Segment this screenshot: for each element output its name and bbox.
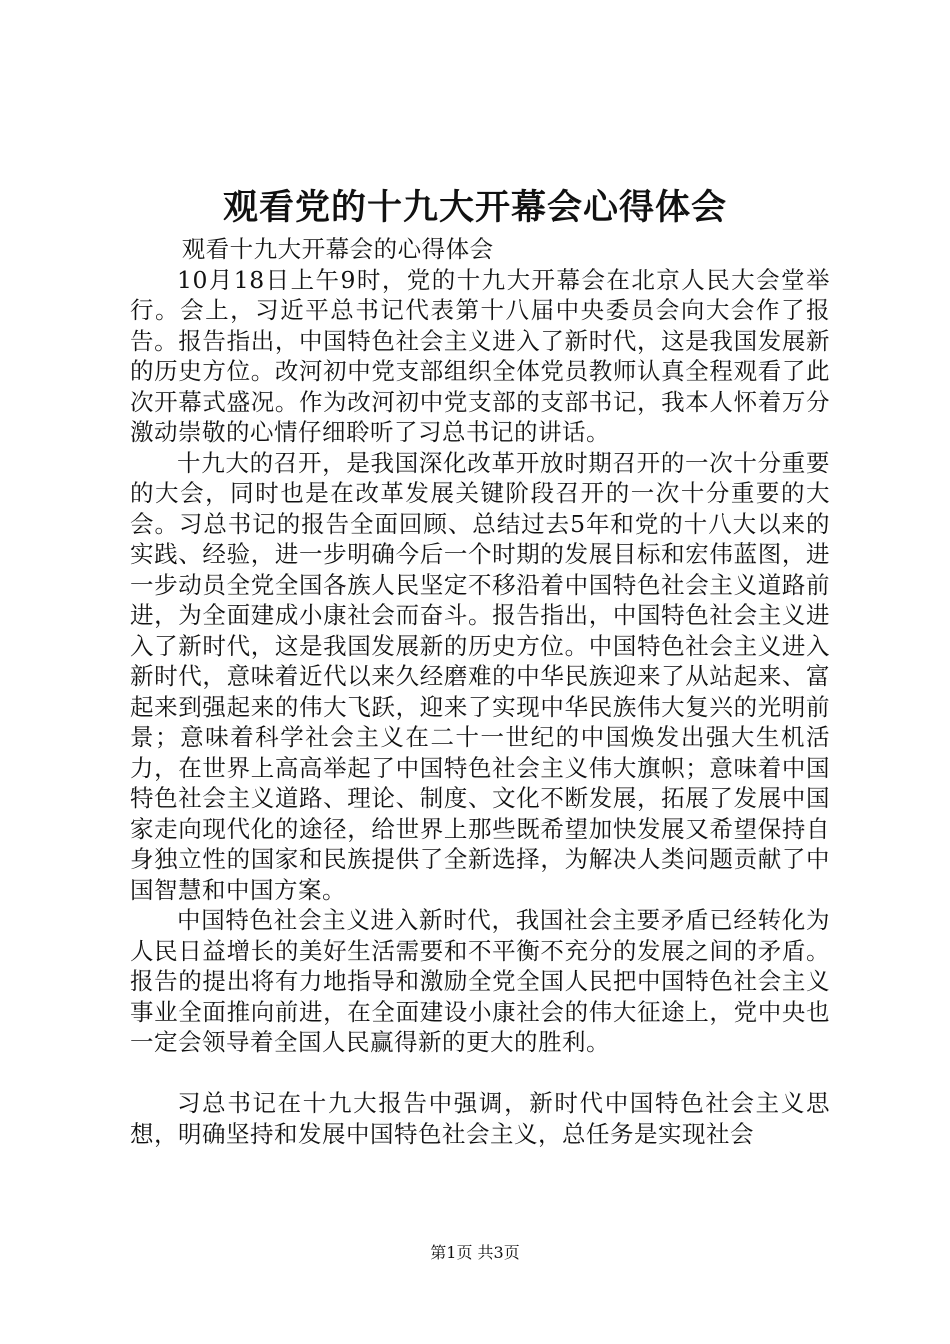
- paragraph: 中国特色社会主义进入新时代，我国社会主要矛盾已经转化为人民日益增长的美好生活需要和不平衡不充分的发展之间的矛盾。报告的提出将有力地指导和激励全党全国人民把中国特色社会主义事业全面推向前进，在全面建设小康社会的伟大征途上，党中央也一定会领导着全国人民赢得新的更大的胜利。: [130, 906, 830, 1056]
- paragraph: 习总书记在十九大报告中强调，新时代中国特色社会主义思想，明确坚持和发展中国特色社会主义，总任务是实现社会: [130, 1089, 830, 1148]
- paragraph-subtitle: 观看十九大开幕会的心得体会: [181, 235, 494, 263]
- paragraph: 10月18日上午9时，党的十九大开幕会在北京人民大会堂举行。会上，习近平总书记代表第十八届中央委员会向大会作了报告。报告指出，中国特色社会主义进入了新时代，这是我国发展新的历史方位。改河初中党支部组织全体党员教师认真全程观看了此次开幕式盛况。作为改河初中党支部的支部书记，我本人怀着万分激动崇敬的心情仔细聆听了习总书记的讲话。: [130, 265, 830, 446]
- paragraph: 十九大的召开，是我国深化改革开放时期召开的一次十分重要的大会，同时也是在改革发展关键阶段召开的一次十分重要的大会。习总书记的报告全面回顾、总结过去5年和党的十八大以来的实践、经验，进一步明确今后一个时期的发展目标和宏伟蓝图，进一步动员全党全国各族人民坚定不移沿着中国特色社会主义道路前进，为全面建成小康社会而奋斗。报告指出，中国特色社会主义进入了新时代，这是我国发展新的历史方位。中国特色社会主义进入新时代，意味着近代以来久经磨难的中华民族迎来了从站起来、富起来到强起来的伟大飞跃，迎来了实现中华民族伟大复兴的光明前景；意味着科学社会主义在二十一世纪的中国焕发出强大生机活力，在世界上高高举起了中国特色社会主义伟大旗帜；意味着中国特色社会主义道路、理论、制度、文化不断发展，拓展了发展中国家走向现代化的途径，给世界上那些既希望加快发展又希望保持自身独立性的国家和民族提供了全新选择，为解决人类问题贡献了中国智慧和中国方案。: [130, 448, 830, 904]
- document-body: [130, 234, 830, 1149]
- page-title: 观看党的十九大开幕会心得体会: [222, 187, 727, 228]
- page-footer: 第1页 共3页: [430, 1243, 520, 1262]
